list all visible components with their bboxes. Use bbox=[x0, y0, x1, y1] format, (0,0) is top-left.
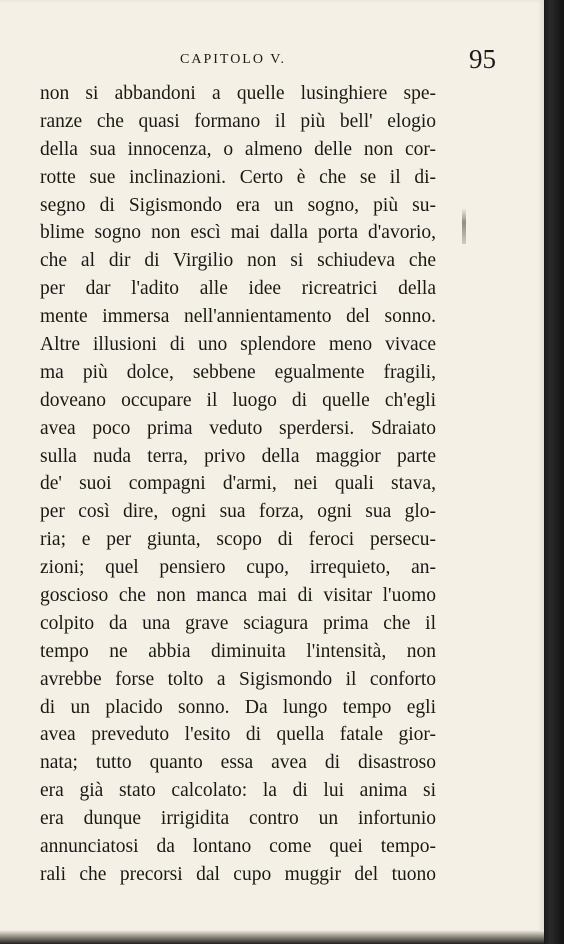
text-line: sulla nuda terra, privo della maggior parte bbox=[40, 445, 436, 467]
body-text bbox=[40, 80, 436, 889]
page-bottom-shadow bbox=[0, 930, 544, 944]
page-number: 95 bbox=[469, 44, 496, 74]
book-spine-shadow bbox=[544, 0, 564, 944]
text-line: avea poco prima veduto sperdersi. Sdraiato bbox=[40, 417, 436, 439]
text-line: colpito da una grave sciagura prima che il bbox=[40, 612, 436, 634]
running-head: CAPITOLO V. bbox=[180, 52, 287, 67]
text-line: ranze che quasi formano il più bell' elogio bbox=[40, 110, 436, 132]
text-line: avea preveduto l'esito di quella fatale gior- bbox=[40, 724, 436, 746]
text-line: per dar l'adito alle idee ricreatrici della bbox=[40, 278, 436, 300]
text-line: tempo ne abbia diminuita l'intensità, non bbox=[40, 640, 436, 662]
text-line: rali che precorsi dal cupo muggir del tuono bbox=[40, 863, 436, 885]
text-line: di un placido sonno. Da lungo tempo egli bbox=[40, 696, 436, 718]
text-line: che al dir di Virgilio non si schiudeva che bbox=[40, 250, 436, 272]
text-line: annunciatosi da lontano come quei tempo- bbox=[40, 836, 436, 858]
text-line: nata; tutto quanto essa avea di disastroso bbox=[40, 752, 436, 774]
text-line: segno di Sigismondo era un sogno, più su- bbox=[40, 194, 436, 216]
text-line: zioni; quel pensiero cupo, irrequieto, an- bbox=[40, 557, 436, 579]
margin-smudge bbox=[462, 208, 466, 244]
text-line: avrebbe forse tolto a Sigismondo il conforto bbox=[40, 668, 436, 690]
text-line: era già stato calcolato: la di lui anima si bbox=[40, 780, 436, 802]
text-line: rotte sue inclinazioni. Certo è che se il di- bbox=[40, 166, 436, 188]
text-line: Altre illusioni di uno splendore meno vivace bbox=[40, 334, 436, 356]
text-line: non si abbandoni a quelle lusinghiere spe- bbox=[40, 83, 436, 104]
text-line: della sua innocenza, o almeno delle non cor- bbox=[40, 138, 436, 160]
text-line: ma più dolce, sebbene egualmente fragili, bbox=[40, 361, 436, 383]
text-line: goscioso che non manca mai di visitar l'uomo bbox=[40, 585, 436, 607]
text-line: era dunque irrigidita contro un infortunio bbox=[40, 808, 436, 830]
text-line: per così dire, ogni sua forza, ogni sua glo- bbox=[40, 501, 436, 523]
text-line: doveano occupare il luogo di quelle ch'egli bbox=[40, 389, 436, 411]
text-line: ria; e per giunta, scopo di feroci persecu- bbox=[40, 529, 436, 551]
text-line: mente immersa nell'annientamento del sonno. bbox=[40, 306, 436, 328]
page-header bbox=[40, 44, 496, 78]
text-line: de' suoi compagni d'armi, nei quali stava, bbox=[40, 473, 436, 495]
text-line: blime sogno non escì mai dalla porta d'avorio, bbox=[40, 222, 436, 244]
